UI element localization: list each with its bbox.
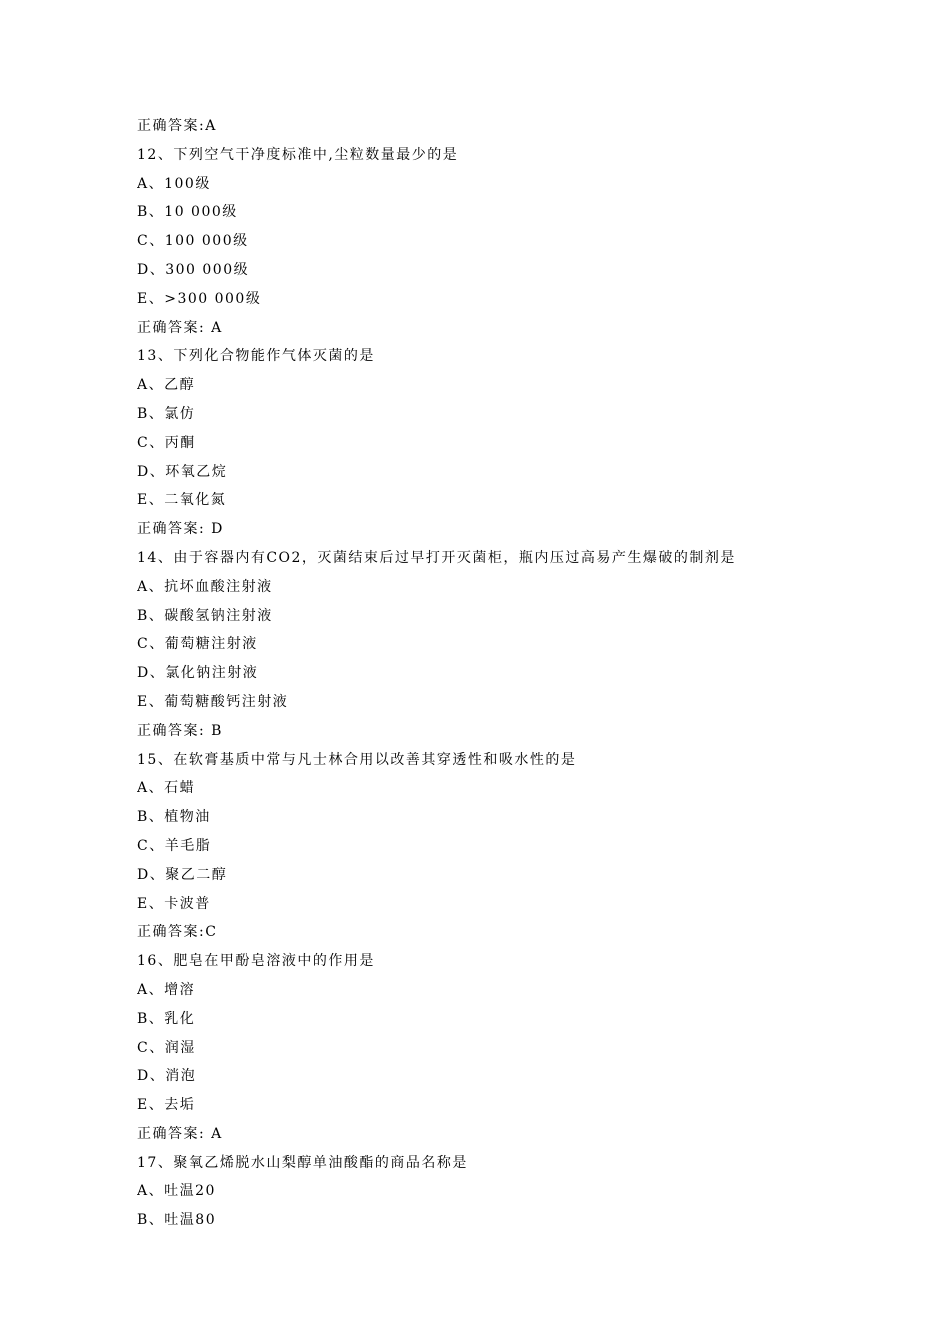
- answer-line: 正确答案: A: [137, 319, 223, 336]
- option-line: B、氯仿: [137, 405, 196, 422]
- option-line: E、去垢: [137, 1097, 196, 1114]
- option-line: E、>300 000级: [137, 290, 262, 307]
- option-line: D、消泡: [137, 1068, 197, 1085]
- option-line: C、葡萄糖注射液: [137, 636, 258, 653]
- question-17: 17、聚氧乙烯脱水山梨醇单油酸酯的商品名称是: [137, 1154, 468, 1171]
- option-line: C、100 000级: [137, 233, 249, 250]
- option-line: A、增溶: [137, 981, 196, 998]
- option-line: A、100级: [137, 175, 211, 192]
- answer-line: 正确答案: D: [137, 521, 224, 538]
- answer-line: 正确答案:C: [137, 924, 218, 941]
- question-12: 12、下列空气干净度标准中,尘粒数量最少的是: [137, 146, 459, 163]
- option-line: C、润湿: [137, 1039, 196, 1056]
- option-line: B、吐温80: [137, 1212, 217, 1229]
- option-line: D、环氧乙烷: [137, 463, 228, 480]
- question-13: 13、下列化合物能作气体灭菌的是: [137, 348, 375, 365]
- answer-line: 正确答案: A: [137, 1125, 223, 1142]
- option-line: A、吐温20: [137, 1183, 216, 1200]
- option-line: B、乳化: [137, 1010, 196, 1027]
- option-line: E、二氧化氮: [137, 492, 227, 509]
- option-line: D、300 000级: [137, 261, 250, 278]
- option-line: A、抗坏血酸注射液: [137, 578, 273, 595]
- option-line: C、羊毛脂: [137, 837, 212, 854]
- option-line: A、石蜡: [137, 780, 196, 797]
- option-line: C、丙酮: [137, 434, 196, 451]
- question-14: 14、由于容器内有CO2，灭菌结束后过早打开灭菌柜，瓶内压过高易产生爆破的制剂是: [137, 549, 736, 566]
- option-line: B、碳酸氢钠注射液: [137, 607, 273, 624]
- option-line: D、聚乙二醇: [137, 866, 228, 883]
- option-line: D、氯化钠注射液: [137, 665, 259, 682]
- option-line: E、葡萄糖酸钙注射液: [137, 693, 289, 710]
- question-15: 15、在软膏基质中常与凡士林合用以改善其穿透性和吸水性的是: [137, 751, 577, 768]
- option-line: B、10 000级: [137, 204, 238, 221]
- answer-line: 正确答案:A: [137, 118, 217, 134]
- question-list: [137, 112, 897, 1235]
- option-line: B、植物油: [137, 809, 211, 826]
- question-16: 16、肥皂在甲酚皂溶液中的作用是: [137, 953, 375, 970]
- option-line: A、乙醇: [137, 377, 196, 394]
- option-line: E、卡波普: [137, 895, 211, 912]
- answer-line: 正确答案: B: [137, 722, 223, 739]
